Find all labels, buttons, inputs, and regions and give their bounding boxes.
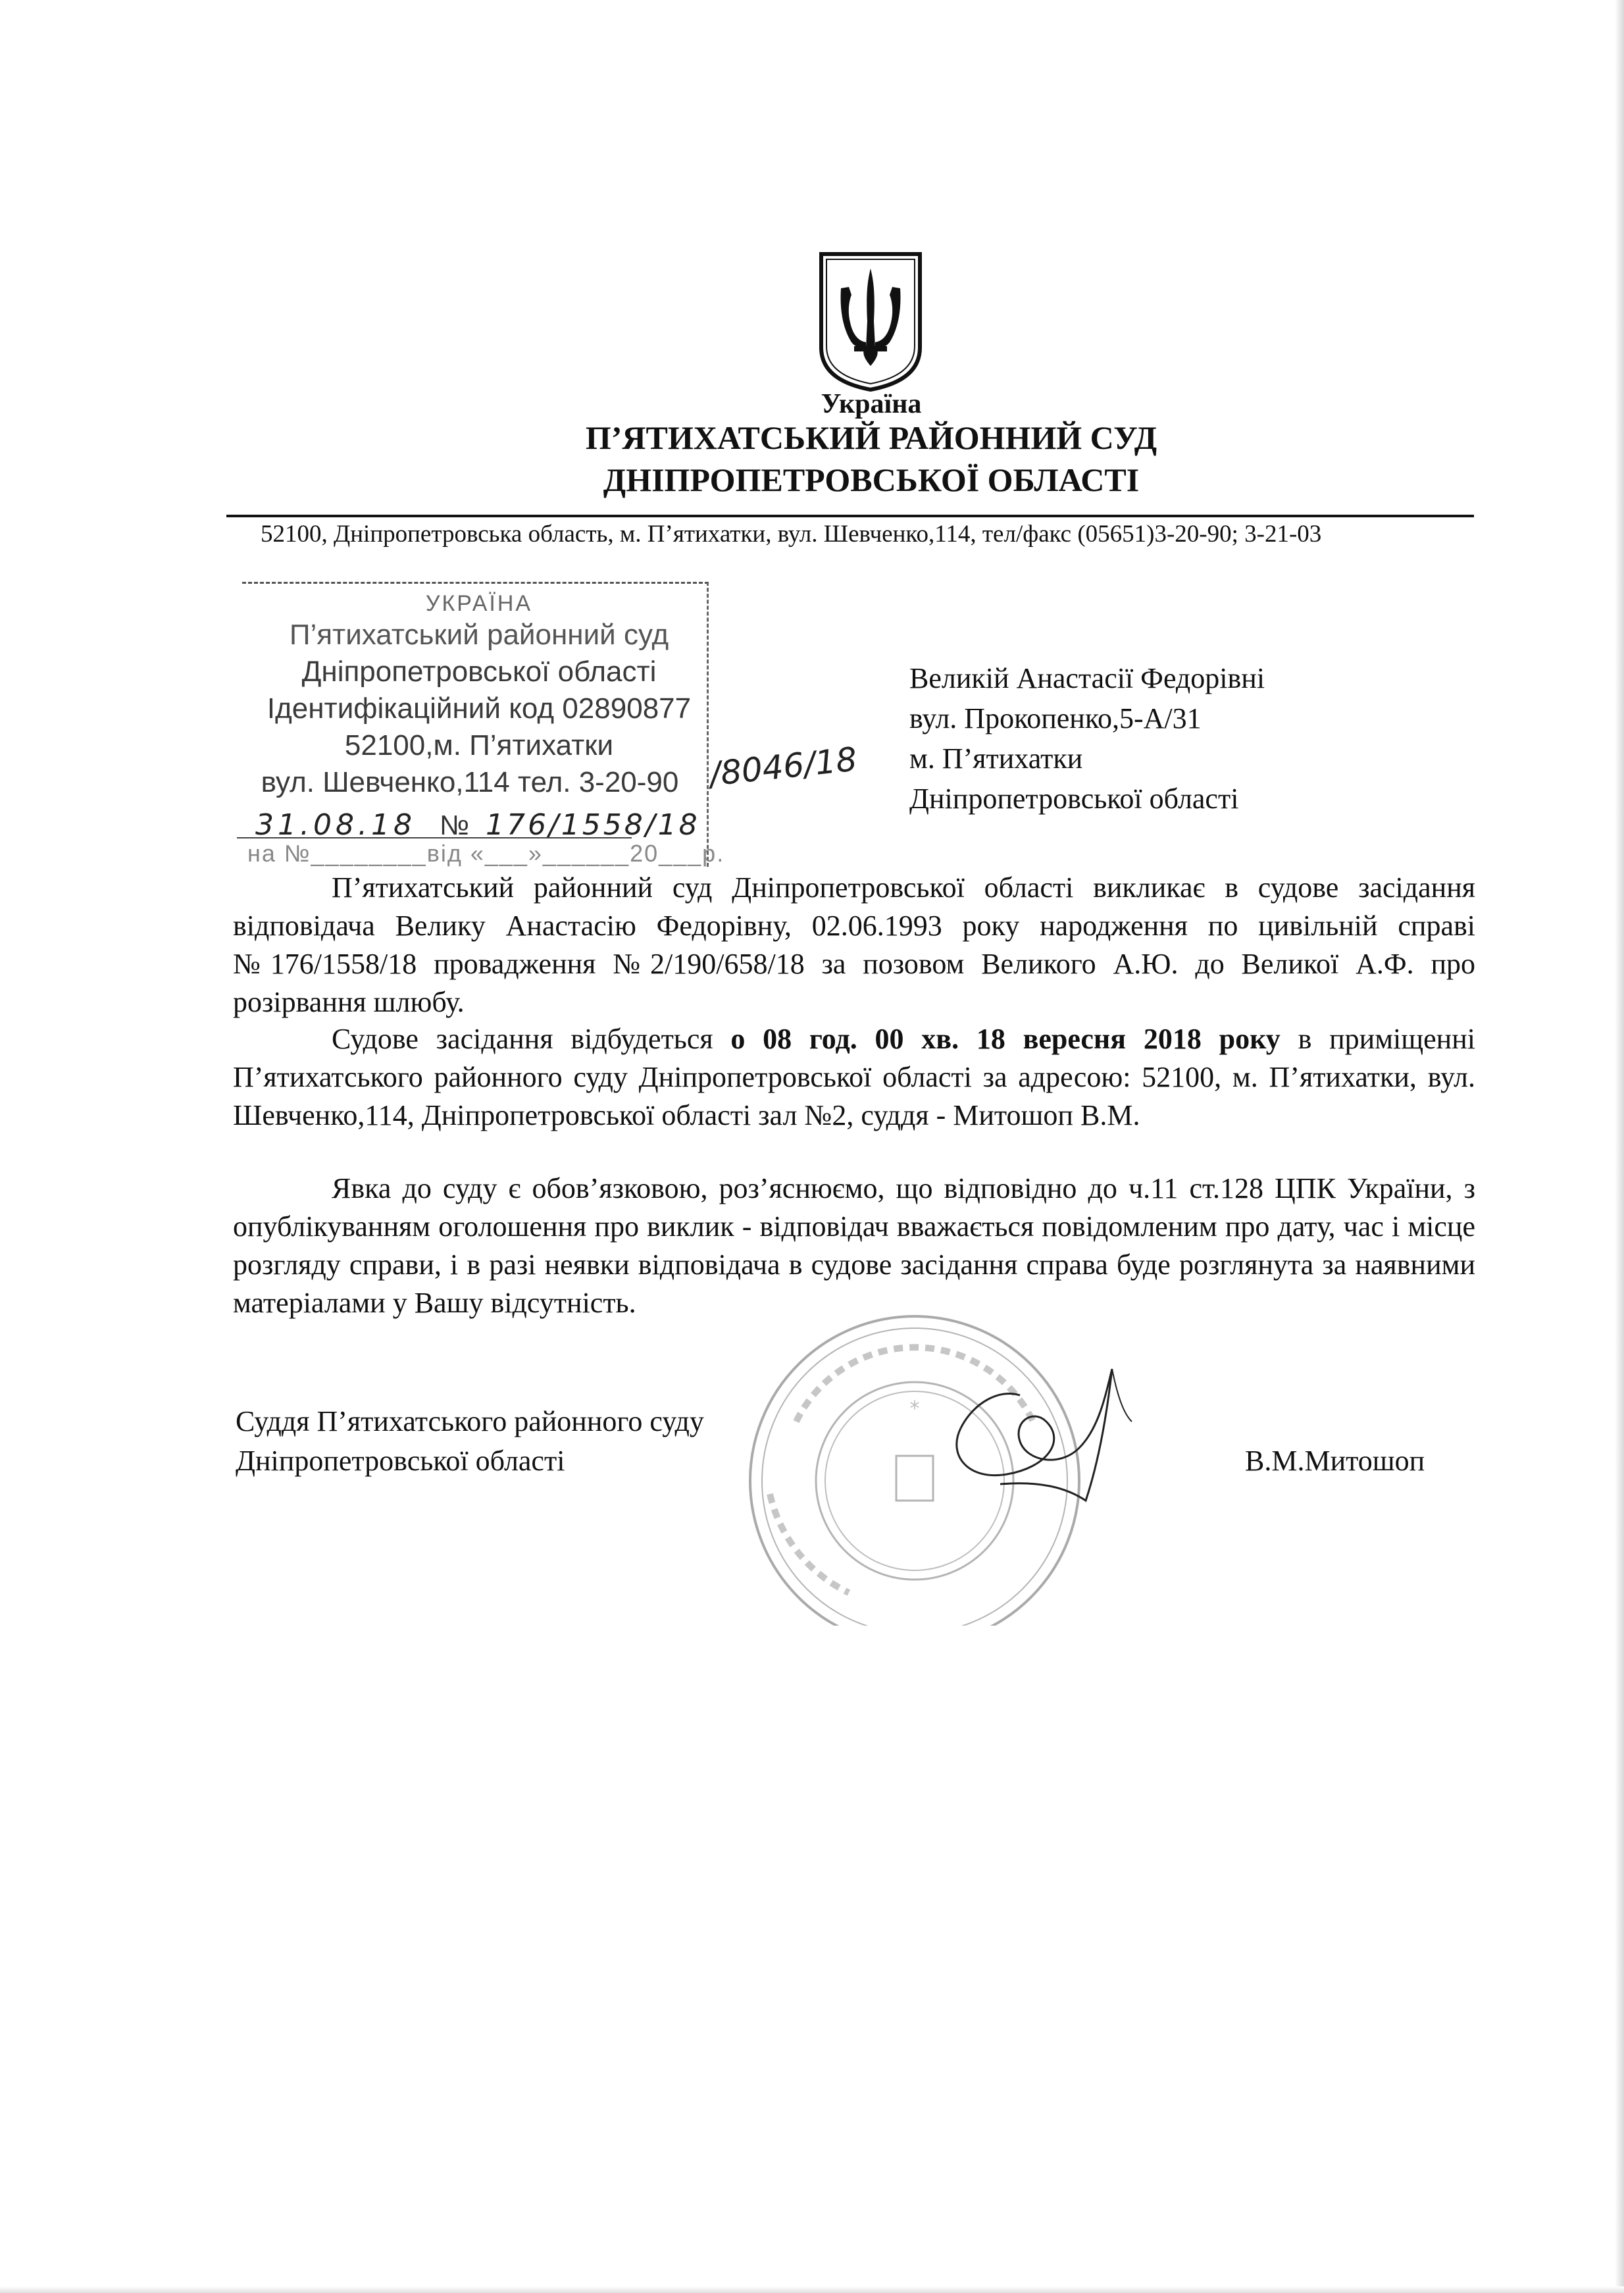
stamp-line-court: П’ятихатський районний суд bbox=[289, 619, 669, 651]
stamp-line-country: УКРАЇНА bbox=[425, 591, 533, 616]
recipient-region: Дніпропетровської області bbox=[909, 783, 1239, 815]
handwritten-signature bbox=[934, 1343, 1152, 1527]
stamp-line-city: 52100,м. П’ятихатки bbox=[344, 729, 614, 761]
stamp-line-street: вул. Шевченко,114 тел. 3-20-90 bbox=[261, 766, 679, 798]
stamp-line-region: Дніпропетровської області bbox=[301, 656, 657, 688]
hearing-text-before: Судове засідання відбудеться bbox=[332, 1023, 731, 1055]
signature-title-line1: Суддя П’ятихатського районного суду bbox=[236, 1405, 704, 1437]
stamp-handwritten-suffix: /8046/18 bbox=[707, 740, 859, 794]
stamp-number-label: № bbox=[440, 810, 470, 840]
recipient-name: Великій Анастасії Федорівні bbox=[909, 662, 1265, 694]
stamp-outgoing-number: 176/1558/18 bbox=[486, 808, 700, 842]
signer-name: В.М.Митошоп bbox=[1245, 1445, 1425, 1477]
body-paragraph-attendance: Явка до суду є обов’язковою, роз’яснюємо, що відповідно до ч.11 ст.128 ЦПК України, з опублікуванням оголошення про виклик - відповідач вважається повідомленим про дату, час і місце розгляду справи, і в разі неявки відповідача в судове засідання справа буде розглянута за наявними матеріалами у Вашу відсутність. bbox=[233, 1172, 1475, 1319]
signature-title-line2: Дніпропетровської області bbox=[236, 1445, 565, 1477]
header-country: Україна bbox=[821, 389, 922, 419]
stamp-outgoing-date: 31.08.18 bbox=[255, 808, 416, 842]
stamp-line-code: Ідентифікаційний код 02890877 bbox=[266, 692, 692, 725]
body-paragraph-hearing bbox=[233, 1020, 1475, 1135]
svg-text:*: * bbox=[909, 1397, 920, 1420]
hearing-datetime: о 08 год. 00 хв. 18 вересня 2018 року bbox=[730, 1023, 1281, 1055]
page-edge-shadow bbox=[1615, 0, 1624, 2293]
recipient-street: вул. Прокопенко,5-А/31 bbox=[909, 702, 1202, 734]
header-court-name: П’ЯТИХАТСЬКИЙ РАЙОННИЙ СУД bbox=[585, 419, 1157, 456]
stamp-reply-line: на №________від «___»______20___р. bbox=[247, 840, 725, 867]
header-region: ДНІПРОПЕТРОВСЬКОЇ ОБЛАСТІ bbox=[603, 461, 1140, 498]
header-divider bbox=[226, 515, 1474, 517]
header-address: 52100, Дніпропетровська область, м. П’ятихатки, вул. Шевченко,114, тел/факс (05651)3-20-90; 3-21-03 bbox=[261, 521, 1322, 548]
registration-stamp bbox=[242, 582, 725, 877]
hearing-text-after: в приміщенні П’ятихатського районного суду Дніпропетровської області за адресою: 52100, м. П’ятихатки, вул. Шевченко,114, Дніпропетровської області зал №2, суддя - Митошоп В.М. bbox=[233, 1023, 1475, 1131]
recipient-city: м. П’ятихатки bbox=[909, 742, 1083, 775]
body-paragraph-summons: П’ятихатський районний суд Дніпропетровської області викликає в судове засідання відповідача Велику Анастасію Федорівну, 02.06.1993 року народження по цивільній справі №176/1558/18 провадження №2/190/658/18 за позовом Великого А.Ю. до Великої А.Ф. про розірвання шлюбу. bbox=[233, 871, 1475, 1018]
page-bottom-shadow bbox=[0, 2286, 1624, 2293]
trident-coat-of-arms-icon bbox=[815, 249, 926, 392]
